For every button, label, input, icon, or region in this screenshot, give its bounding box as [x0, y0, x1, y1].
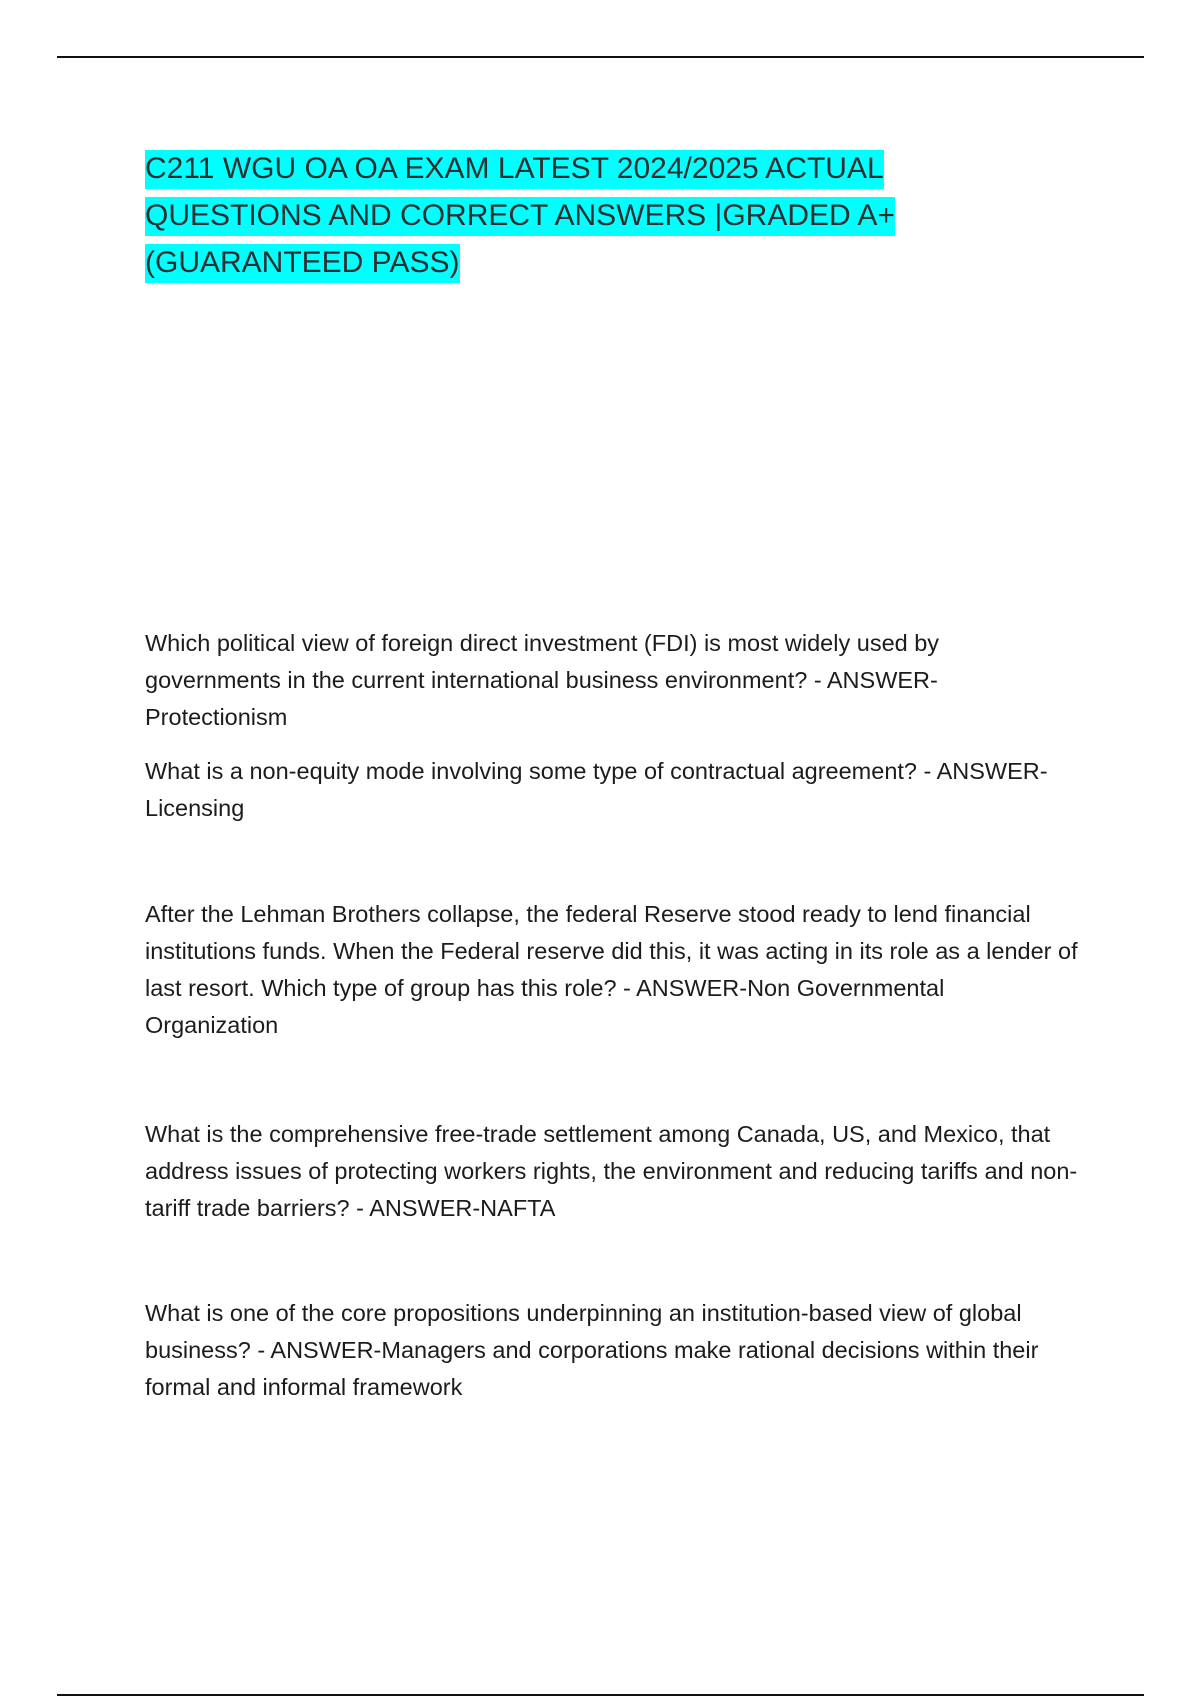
footer-rule [57, 1694, 1144, 1696]
header-rule [57, 56, 1144, 58]
title-highlight: C211 WGU OA OA EXAM LATEST 2024/2025 ACTUAL QUESTIONS AND CORRECT ANSWERS |GRADED A+ (GUARANTEED PASS) [145, 150, 895, 283]
qa-item: What is the comprehensive free-trade settlement among Canada, US, and Mexico, that address issues of protecting workers rights, the environment and reducing tariffs and non-tariff trade barriers? - ANSWER-NAFTA [145, 1121, 1078, 1221]
document-title [145, 145, 1045, 286]
qa-item: What is one of the core propositions underpinning an institution-based view of global business? - ANSWER-Managers and corporations make rational decisions within their formal and informal framework [145, 1300, 1039, 1400]
qa-item: Which political view of foreign direct investment (FDI) is most widely used by governments in the current international business environment? - ANSWER-Protectionism [145, 630, 940, 730]
qa-item: What is a non-equity mode involving some type of contractual agreement? - ANSWER-Licensing [145, 758, 1048, 821]
qa-item: After the Lehman Brothers collapse, the federal Reserve stood ready to lend financial institutions funds. When the Federal reserve did this, it was acting in its role as a lender of last resort. Which type of group has this role? - ANSWER-Non Governmental Organization [145, 901, 1078, 1038]
